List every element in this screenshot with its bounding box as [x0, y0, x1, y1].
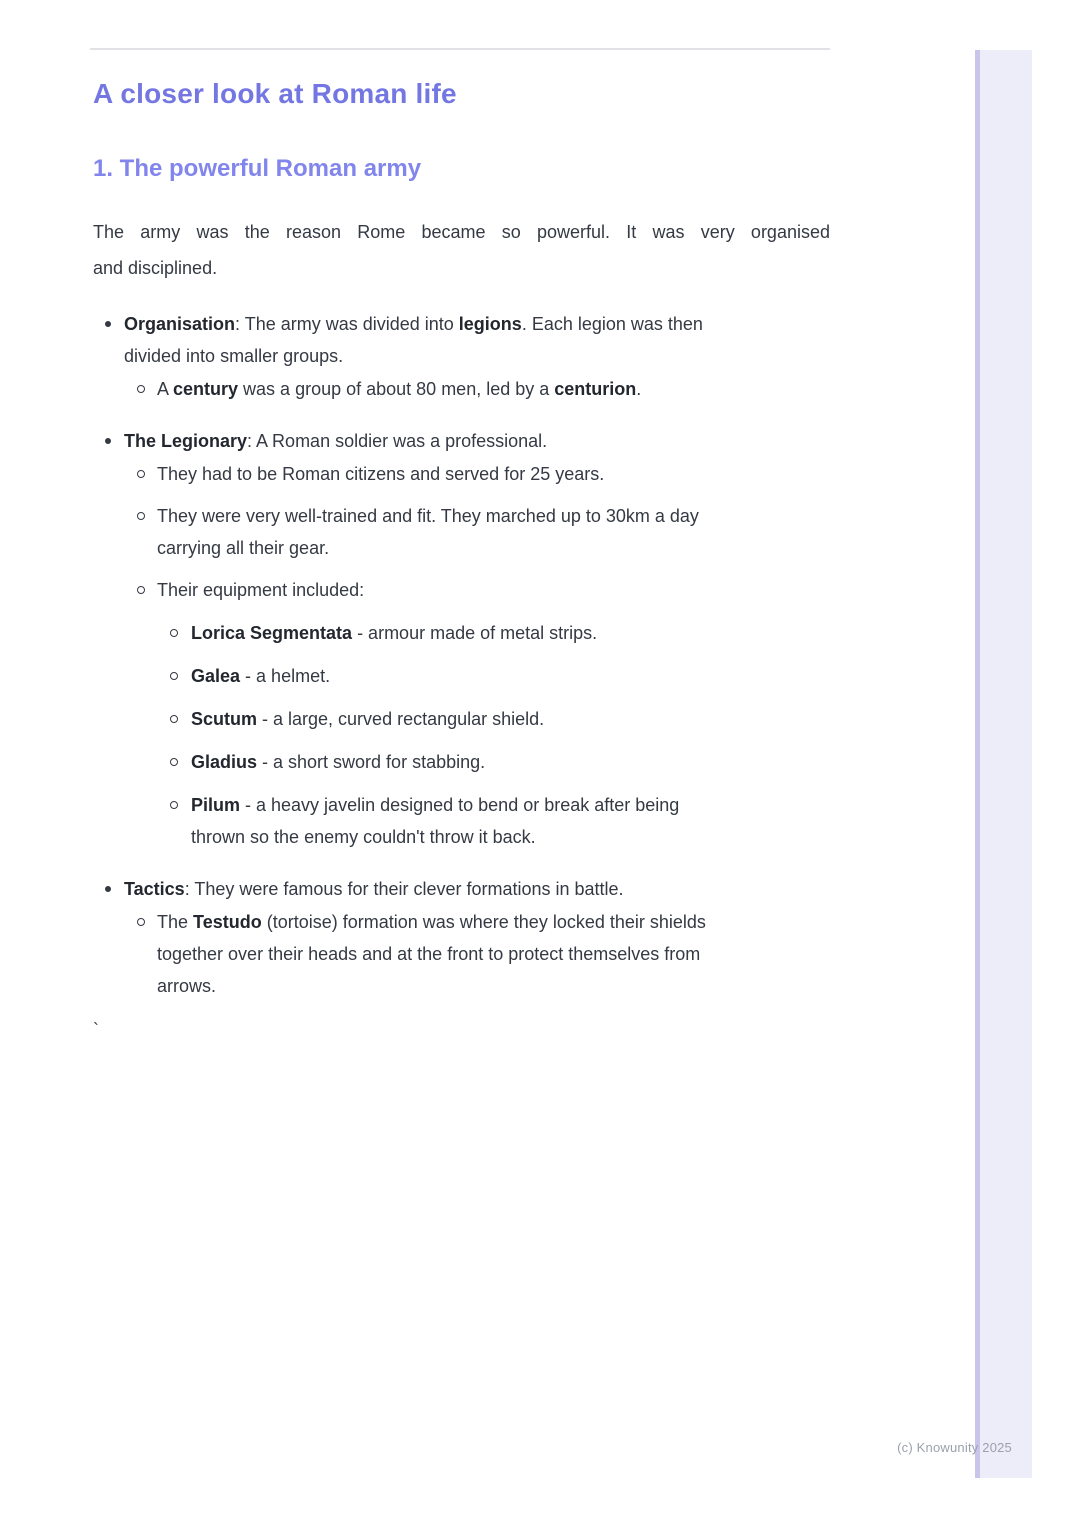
bold-term: The Legionary [124, 431, 248, 451]
bold-term: Gladius [191, 752, 258, 772]
text-run: : The army was divided into [235, 314, 459, 334]
bold-term: centurion [554, 379, 637, 399]
bold-term: Organisation [124, 314, 236, 334]
list-item-text [191, 660, 830, 692]
bold-term: Testudo [193, 912, 262, 932]
sub-list [124, 373, 830, 405]
list-item-training [124, 500, 830, 564]
list-item-testudo [124, 906, 830, 1002]
text-run: The [157, 912, 194, 932]
list-item-text [124, 425, 830, 457]
bullet-icon [105, 886, 111, 892]
bold-term: Pilum [191, 795, 241, 815]
bold-term: Lorica Segmentata [191, 623, 353, 643]
list-item-text [191, 746, 830, 778]
circle-bullet-icon [137, 470, 145, 478]
stray-backtick: ` [93, 1020, 99, 1040]
list-item-text [124, 308, 729, 372]
list-item-text [157, 906, 757, 1002]
list-item-citizens [124, 458, 830, 490]
watermark: (c) Knowunity 2025 [897, 1440, 1012, 1455]
text-run: A [157, 379, 174, 399]
text-run: : A Roman soldier was a professional. [247, 431, 548, 451]
list-item-legionary [93, 425, 830, 853]
bold-term: century [173, 379, 239, 399]
text-run: . [636, 379, 642, 399]
bold-term: Galea [191, 666, 241, 686]
side-accent-bar [975, 50, 1032, 1478]
list-item-text [157, 574, 830, 606]
bullet-icon [105, 438, 111, 444]
intro-line-1: The army was the reason Rome became so powerful. It was very organised [93, 222, 830, 242]
list-item-tactics [93, 873, 830, 1002]
text-run: : They were famous for their clever formations in battle. [184, 879, 624, 899]
list-item-text [157, 458, 830, 490]
circle-bullet-icon [170, 715, 178, 723]
equipment-list [157, 617, 830, 853]
bold-term: legions [458, 314, 522, 334]
text-run: was a group of about 80 men, led by a [238, 379, 555, 399]
list-item-equipment [124, 574, 830, 853]
intro-line-2: and disciplined. [93, 258, 218, 278]
list-item-organisation [93, 308, 830, 405]
text-run: Their equipment included: [157, 580, 365, 600]
text-run: - armour made of metal strips. [352, 623, 598, 643]
sub-list [124, 458, 830, 853]
text-run: - a short sword for stabbing. [257, 752, 486, 772]
list-item-century [124, 373, 830, 405]
circle-bullet-icon [137, 918, 145, 926]
circle-bullet-icon [137, 385, 145, 393]
circle-bullet-icon [137, 512, 145, 520]
intro-paragraph [93, 214, 830, 286]
list-item-text [157, 500, 742, 564]
list-item-galea [157, 660, 830, 692]
circle-bullet-icon [170, 629, 178, 637]
circle-bullet-icon [170, 758, 178, 766]
list-item-text [191, 789, 721, 853]
list-item-text [191, 703, 830, 735]
bullet-icon [105, 321, 111, 327]
text-run: They were very well-trained and fit. They marched up to 30km a day carrying all their gear. [157, 506, 699, 558]
list-item-pilum [157, 789, 830, 853]
text-run: (tortoise) formation was where they locked their shields together over their heads and at the front to protect themselves from arrows. [157, 912, 706, 996]
text-run: - a heavy javelin designed to bend or break after being thrown so the enemy couldn't throw it back. [191, 795, 680, 847]
list-item-scutum [157, 703, 830, 735]
text-run: - a large, curved rectangular shield. [257, 709, 545, 729]
circle-bullet-icon [170, 801, 178, 809]
list-item-lorica [157, 617, 830, 649]
document-body [93, 50, 830, 1002]
list-item-text [124, 873, 830, 905]
list-item-text [157, 373, 830, 405]
circle-bullet-icon [137, 586, 145, 594]
bold-term: Tactics [124, 879, 185, 899]
bullet-list [93, 308, 830, 1002]
text-run: - a helmet. [240, 666, 331, 686]
sub-list [124, 906, 830, 1002]
circle-bullet-icon [170, 672, 178, 680]
section-heading: 1. The powerful Roman army [93, 155, 422, 182]
text-run: They had to be Roman citizens and served for 25 years. [157, 464, 605, 484]
page-title: A closer look at Roman life [93, 78, 457, 109]
list-item-text [191, 617, 830, 649]
bold-term: Scutum [191, 709, 258, 729]
list-item-gladius [157, 746, 830, 778]
text-run: . Each legion was then divided into smaller groups. [124, 314, 703, 366]
